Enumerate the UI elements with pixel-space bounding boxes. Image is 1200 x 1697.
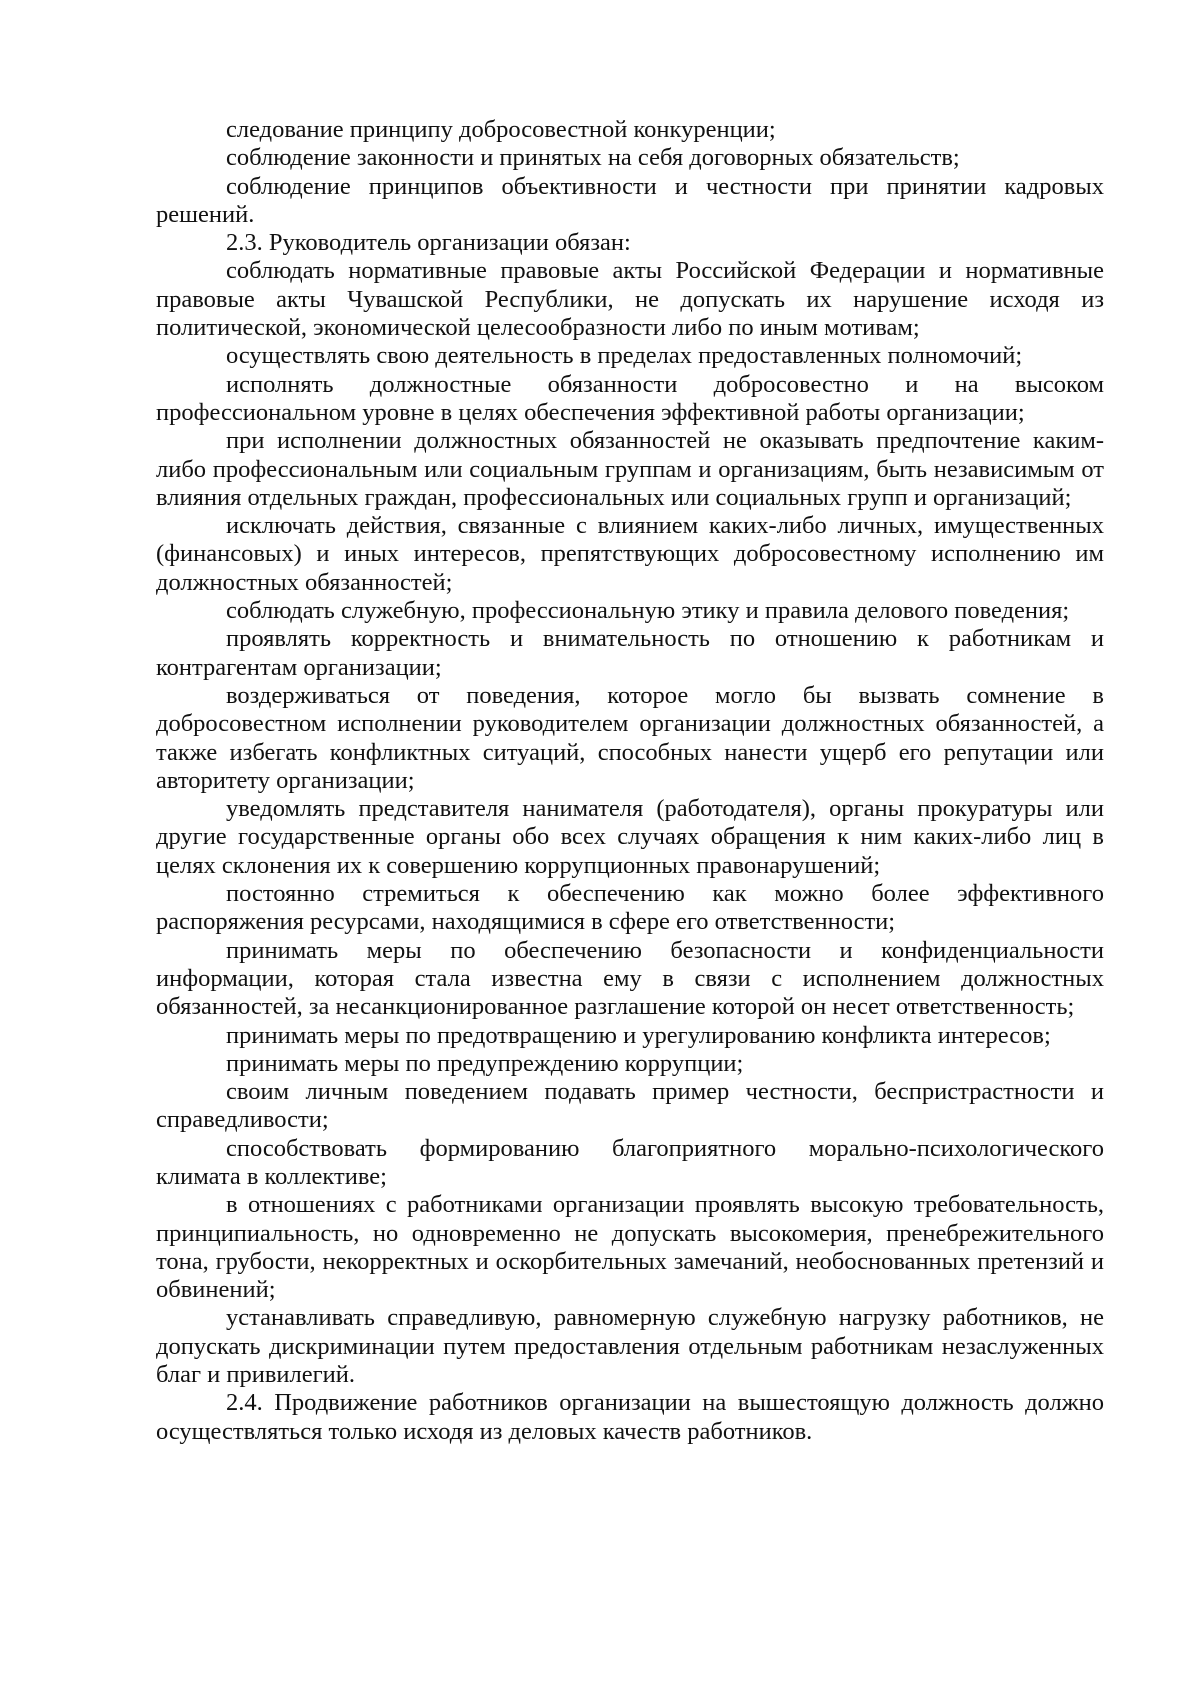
paragraph: соблюдение законности и принятых на себя договорных обязательств; [226, 144, 960, 172]
paragraph: постоянно стремиться к обеспечению как можно более эффективного распоряжения ресурсами, находящимися в сфере его ответственности; [156, 880, 1104, 936]
paragraph: устанавливать справедливую, равномерную служебную нагрузку работников, не допускать дискриминации путем предоставления отдельным работникам незаслуженных благ и привилегий. [156, 1304, 1104, 1389]
section-paragraph-2-4: 2.4. Продвижение работников организации на вышестоящую должность должно осуществляться только исходя из деловых качеств работников. [156, 1389, 1104, 1445]
paragraph: способствовать формированию благоприятного морально-психологического климата в коллективе; [156, 1134, 1104, 1190]
paragraph: уведомлять представителя нанимателя (работодателя), органы прокуратуры или другие государственные органы обо всех случаях обращения к ним каких-либо лиц в целях склонения их к совершению коррупционных правонарушений; [156, 795, 1104, 879]
paragraph: воздерживаться от поведения, которое могло бы вызвать сомнение в добросовестном исполнении руководителем организации должностных обязанностей, а также избегать конфликтных ситуаций, способных нанести ущерб его репутации или авторитету организации; [156, 681, 1104, 794]
paragraph: соблюдать служебную, профессиональную этику и правила делового поведения; [226, 597, 1070, 625]
paragraph: следование принципу добросовестной конкуренции; [226, 116, 776, 143]
paragraph: осуществлять свою деятельность в пределах предоставленных полномочий; [226, 342, 1023, 370]
paragraph: принимать меры по предупреждению коррупции; [226, 1049, 744, 1077]
paragraph: исполнять должностные обязанности добросовестно и на высоком профессиональном уровне в целях обеспечения эффективной работы организации; [156, 370, 1104, 426]
paragraph: проявлять корректность и внимательность по отношению к работникам и контрагентам организации; [156, 625, 1104, 681]
paragraph: соблюдать нормативные правовые акты Российской Федерации и нормативные правовые акты Чувашской Республики, не допускать их нарушение исходя из политической, экономической целесообразности либо по иным мотивам; [156, 257, 1104, 342]
paragraph: принимать меры по обеспечению безопасности и конфиденциальности информации, которая стала известна ему в связи с исполнением должностных обязанностей, за несанкционированное разглашение которой он несет ответственность; [156, 936, 1104, 1021]
paragraph: исключать действия, связанные с влиянием каких-либо личных, имущественных (финансовых) и иных интересов, препятствующих добросовестному исполнению им должностных обязанностей; [156, 512, 1104, 596]
section-heading-2-3: 2.3. Руководитель организации обязан: [226, 229, 631, 257]
paragraph: принимать меры по предотвращению и урегулированию конфликта интересов; [226, 1021, 1051, 1049]
paragraph: в отношениях с работниками организации проявлять высокую требовательность, принципиальность, но одновременно не допускать высокомерия, пренебрежительного тона, грубости, некорректных и оскорбительных замечаний, необоснованных претензий и обвинений; [156, 1191, 1104, 1304]
document-body [156, 116, 1104, 1446]
paragraph: соблюдение принципов объективности и честности при принятии кадровых решений. [156, 172, 1104, 228]
paragraph: при исполнении должностных обязанностей не оказывать предпочтение каким-либо профессиональным или социальным группам и организациям, быть независимым от влияния отдельных граждан, профессиональных или социальных групп и организаций; [156, 427, 1104, 511]
paragraph: своим личным поведением подавать пример честности, беспристрастности и справедливости; [156, 1078, 1104, 1134]
